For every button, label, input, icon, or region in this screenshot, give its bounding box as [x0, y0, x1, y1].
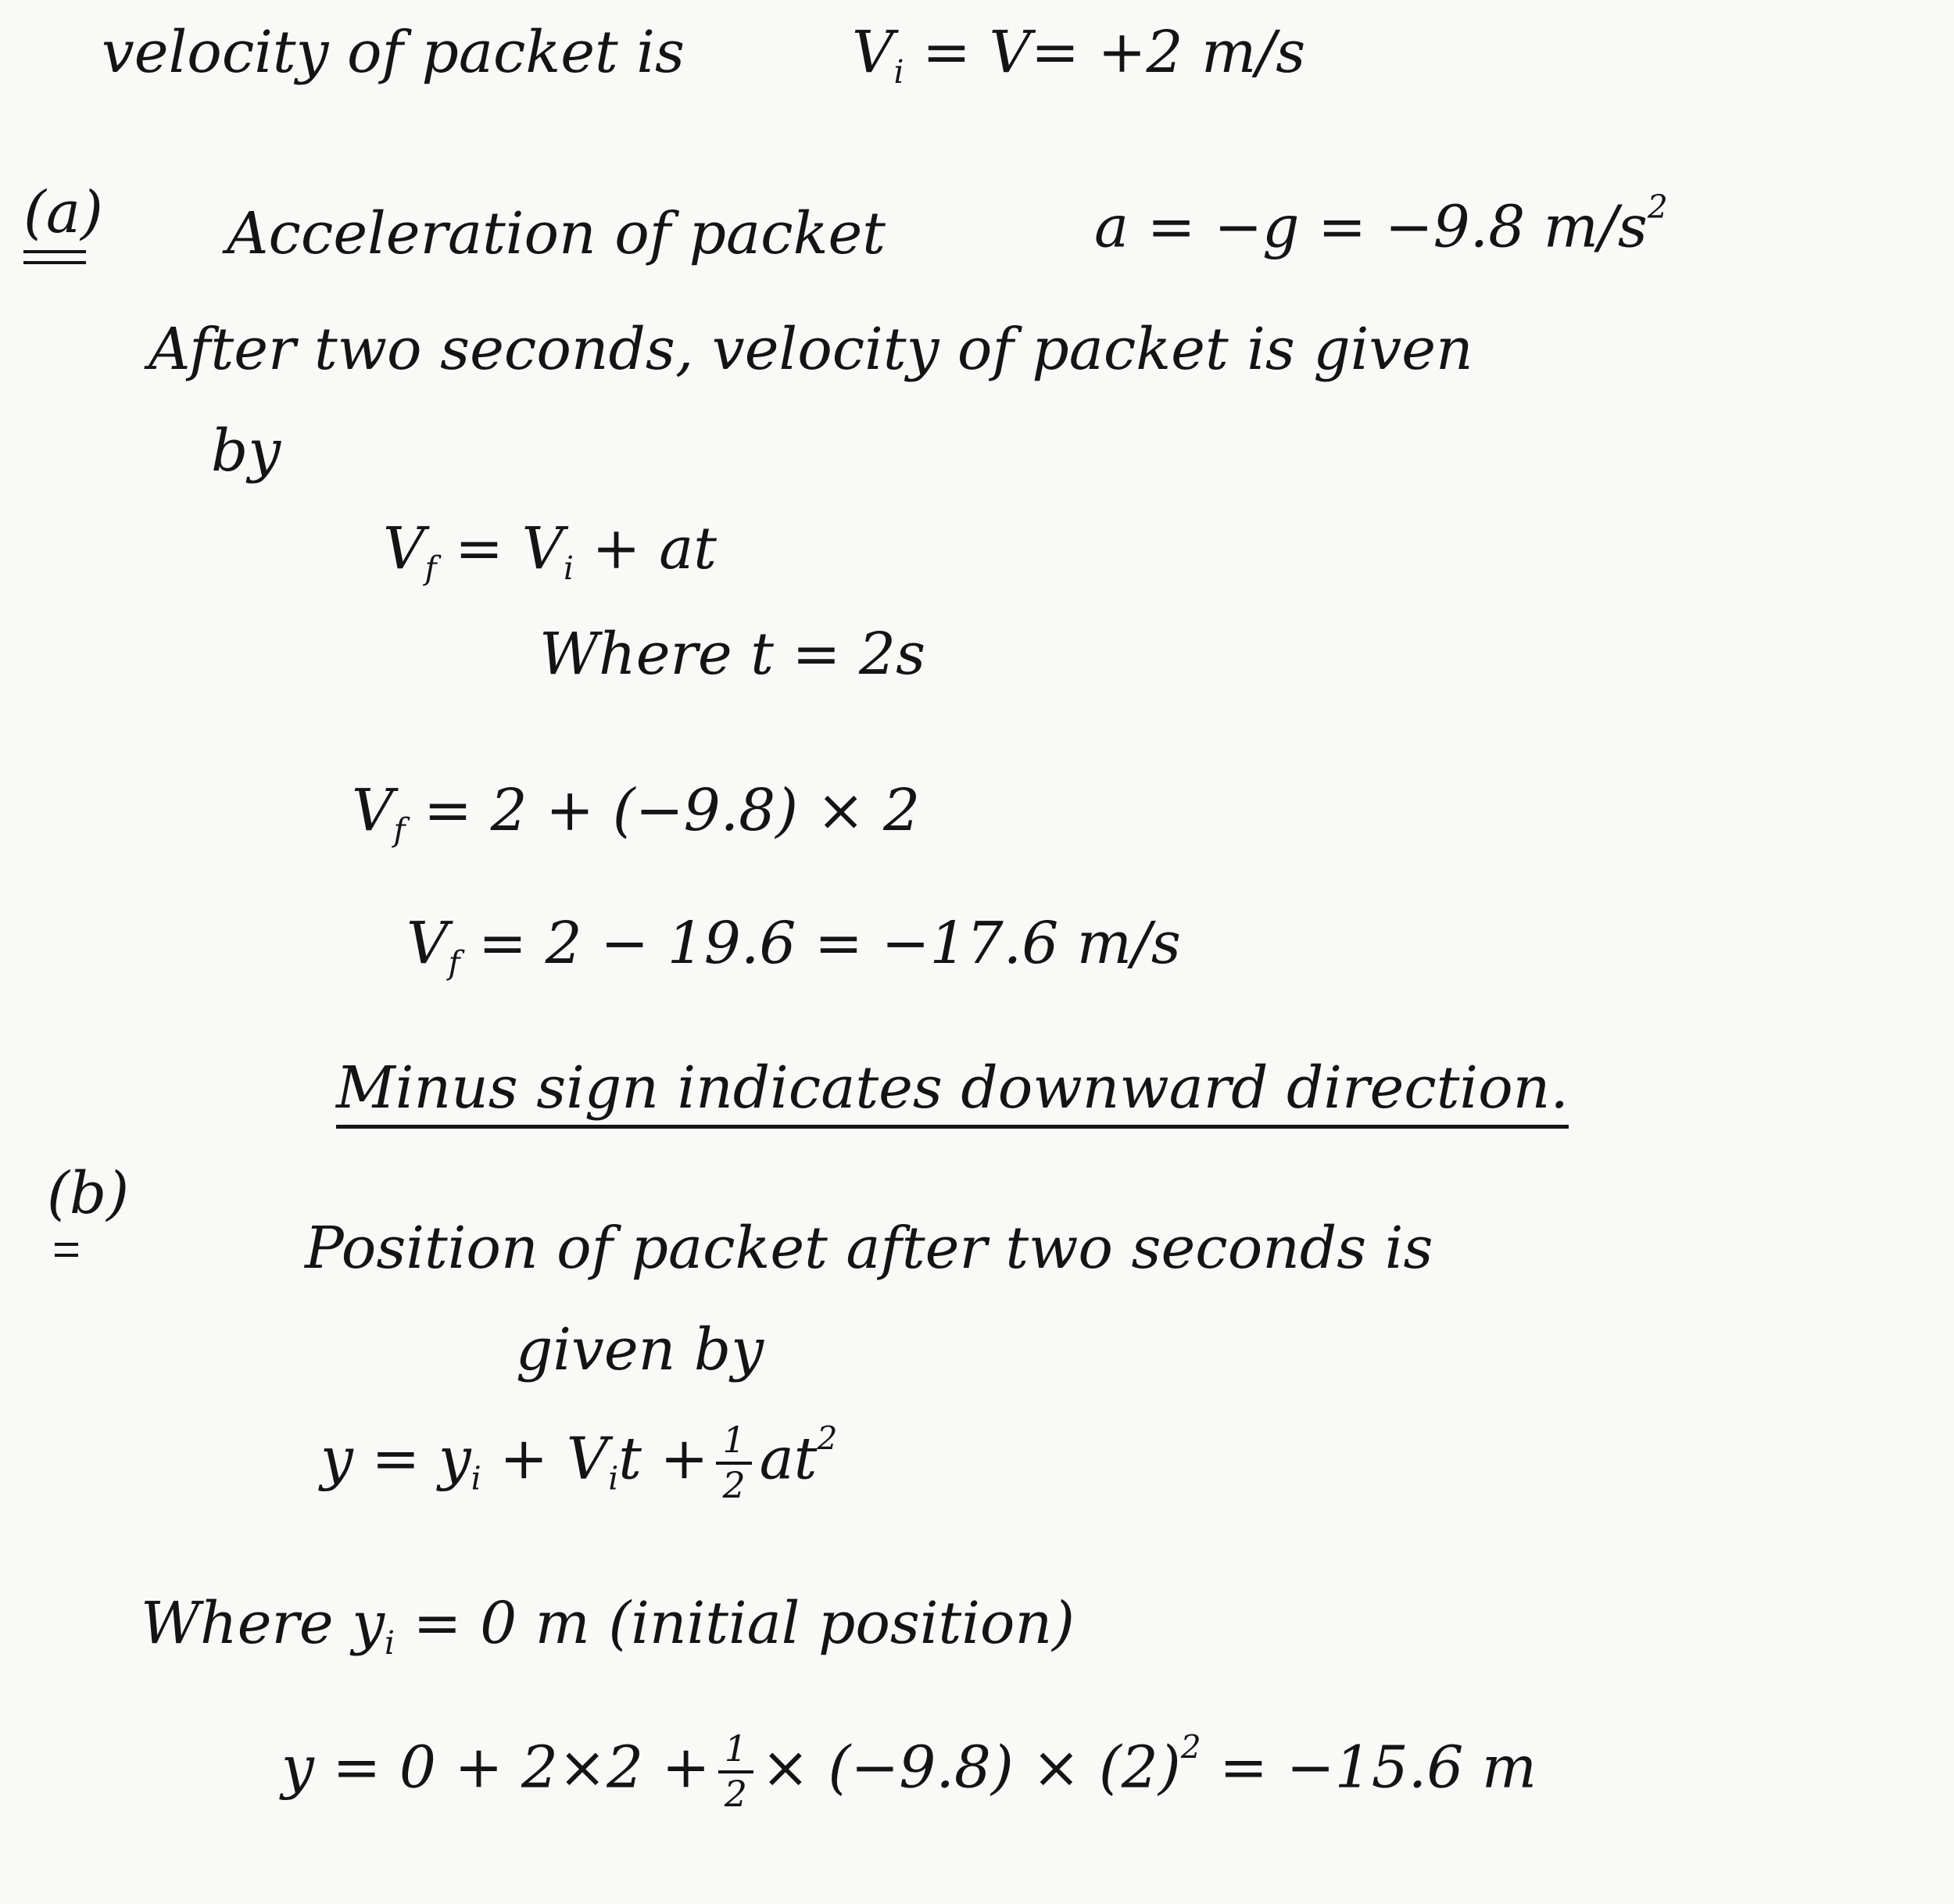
velocity-calc-1: $V_f = 2 + (-9.8) \times 2$ — [352, 777, 921, 850]
part-a-underline — [23, 250, 86, 264]
half-fraction: $\frac{1}{2}$ — [716, 1423, 751, 1504]
minus-sign-note: Minus sign indicates downward direction. — [336, 1059, 1569, 1117]
calc-half-fraction: $\frac{1}{2}$ — [718, 1731, 753, 1813]
after-two-seconds-text: After two seconds, velocity of packet is given — [149, 316, 1473, 383]
given-by-text: given by — [516, 1316, 764, 1383]
intro-text: velocity of packet is — [102, 19, 685, 86]
by-text: by — [211, 417, 281, 485]
position-calc: y = 0 + 2×2 + $\frac{1}{2}$ × $(-9.8) \times (2)^2 = -15.6$ m — [281, 1727, 1537, 1815]
part-b-label: (b) — [47, 1160, 130, 1227]
acceleration-equation: a = −g = −9.8 $m/s^2$ — [1094, 188, 1668, 261]
velocity-calc-2: $V_f = 2 - 19.6 = -17.6$ m/s — [406, 910, 1181, 982]
velocity-formula: $V_f = V_i$ + at — [383, 515, 717, 588]
intro-line — [102, 19, 685, 86]
part-b-underline — [55, 1243, 78, 1257]
initial-velocity: $V_i = V= +2$ m/s — [852, 19, 1306, 91]
where-t: Where t = 2s — [539, 621, 926, 688]
initial-position-line: Where $y_i = 0$ m (initial position) — [141, 1590, 1075, 1662]
position-formula: $y = y_i + V_it$ + $\frac{1}{2}$ $at^2$ — [320, 1419, 838, 1506]
part-a-label: (a) — [23, 179, 103, 246]
acceleration-text: Acceleration of packet — [227, 200, 886, 267]
position-text: Position of packet after two seconds is — [305, 1215, 1433, 1282]
